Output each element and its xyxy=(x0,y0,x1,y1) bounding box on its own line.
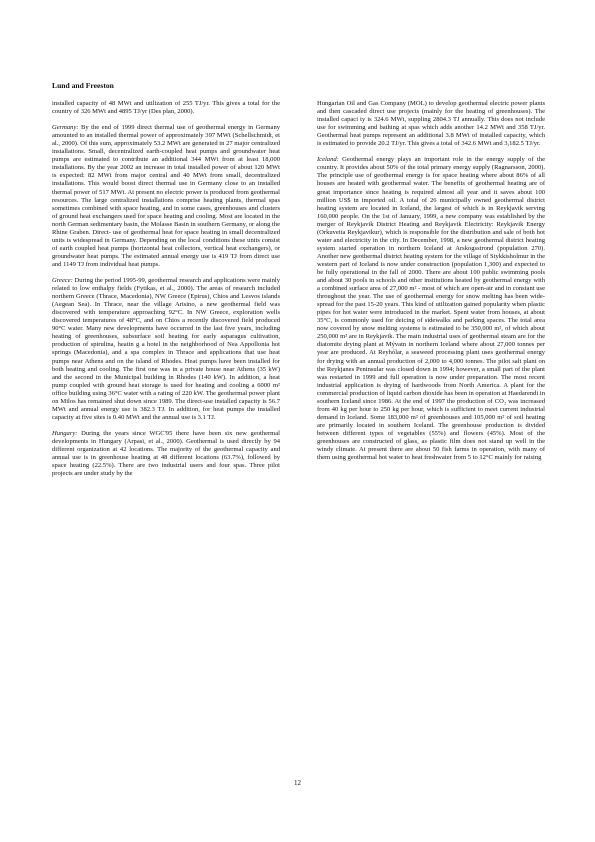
paragraph-hungary-cont: Hungarian Oil and Gas Company (MOL) to develop geothermal electric power plants and then cascaded direct use projects (mainly for the heating of greenhouses). The installed capaci ty is 324.6 MWt, suppling 2804.3 TJ annually. This does not include use for swimming and bathing at spas which adds another 14.2 MWt and 358 TJ/yr. Geothermal heat pumps represent an additional 3.8 MWt of installed capacity, which is estimated to provide 20.2 TJ/yr. This gives a total of 342.6 MWt and 3,182.5 TJ/yr. xyxy=(317,100,545,148)
heading-germany: Germany: xyxy=(52,124,79,132)
paragraph-hungary: Hungary: During the years since WGC'95 there have been six new geothermal developments in Hungary (Arpasi, et al., 2000). Geothermal is used directly by 94 different organization at 42 locations. The majority of the geothermal capacity and annual use is in greenhouse heating at 48 different locations (63.7%), followed by space heating (22.5%). There are two industrial users and four spas. Three pilot projects are under study by the xyxy=(52,429,280,478)
right-column xyxy=(317,100,545,470)
paragraph-germany: Germany: By the end of 1999 direct thermal use of geothermal energy in Germany amounted to an installed thermal power of approximately 397 MWt (Schellschmidt, et al., 2000). Of this sum, approximately 53.2 MWt are generated in 27 major centralized installations. Small, decentralized earth-coupled heat pumps and groundwater heat pumps are estimated to contribute an additional 344 MWt from at least 18,000 installations. By the year 2002 an increase in total installed power of about 120 MWt is expected: 82 MWt from major central and 40 MWt from small, decentralized installations. This would boost direct thermal use in Germany close to an installed thermal power of 517 MWt. At present no electric power is produced from geothermal resources. The large centralized installations comprise heating plants, thermal spas sometimes combined with space heating, and in some cases, greenhouses and clusters of ground heat exchangers used for space heating and cooling. Most are located in the north German sedimentary basin, the Molasse Basin in southern Germany, or along the Rhine Graben. Direct- use of geothermal heat for space heating in small decentralized units is widespread in Germany. Depending on the local conditions these units consist of earth coupled heat pumps (horizontal heat collectors, vertical heat exchangers), or groundwater heat pumps. The estimated annual energy use is 419 TJ from direct use and 1149 TJ from individual heat pumps. xyxy=(52,124,280,268)
heading-greece: Greece: xyxy=(52,277,73,285)
paragraph-netherlands-end: installed capacity of 48 MWt and utilization of 255 TJ/yr. This gives a total for the country of 326 MWt and 4895 TJ/yr (Des plan, 2000). xyxy=(52,100,280,116)
heading-hungary: Hungary: xyxy=(52,429,78,437)
heading-iceland: Iceland: xyxy=(317,156,339,164)
running-header: Lund and Freeston xyxy=(52,81,114,90)
left-column xyxy=(52,100,280,486)
page-number: 12 xyxy=(294,779,301,787)
paragraph-greece: Greece: During the period 1995-99, geothermal research and applications were mainly related to low enthalpy fields (Fytikas, et al., 2000). The areas of research included northern Greece (Thrace, Macedonia), NW Greece (Epirus), Chios and Lesvos islands (Aegean Sea). In Thrace, near the village Arisino, a new geothermal field was discovered with temperature approaching 92°C. In NW Greece, exploration wells discovered temperatures of 48°C, and on Chios a recently discovered field produced 90°C water. Many new developments have occurred in the last five years, including heating of greenhouses, subsurface soil heating for early asparagus cultivation, production of spirulina, heatin g a hotel in the neighborhood of Nea Appollonia hot springs (Macedonia), and a spa complex in Thrace and applications that use heat pumps near Athens and on the island of Rhodes. Heat pumps have been installed for both heating and cooling. The first one was in a private house near Athens (35 kW) and the second in the Municipal building in Rhodes (140 kW). In addition, a heat pump coupled with ground heat storage is used for heating and cooling a 6000 m² office building using 36°C water with a rating of 220 kW. The geothermal power plant on Milos has remained shut down since 1989. The direct-use installed capacity is 56.7 MWt and annual energy use is 382.3 TJ. In addition, for heat pumps the installed capacity at five sites is 0.40 MWt and the annual use is 3.1 TJ. xyxy=(52,277,280,421)
paragraph-iceland: Iceland: Geothermal energy plays an important role in the energy supply of the country. It provides about 50% of the total primary energy supply (Ragnarsson, 2000). The principle use of geothermal energy is for space heating where about 86% of all houses are heated with geothermal water. The benefits of geothermal heating are of great importance since heating is required almost all year and it saves about 100 million US$ in imported oil. A total of 26 municipally owned geothermal district heating system are located in Iceland, the largest of which is in Reykjavik serving 160,000 people. On the 1st of January, 1999, a new company was established by the merger of Reykjavik District Heating and Reykjavik Electricity: Reykjavik Energy (Orkuveita Reykjavikur), which is responsible for the distribution and sale of both hot water and electricity in the city. In December, 1998, a new geothermal district heating system started operation in northern Iceland at Arskogsstrond (population 270). Another new geothermal district heating system for the village of Stykkisholmur in the western part of Iceland is now under construction (population 1,300) and expected to be fully operational in the fall of 2000. There are about 100 public swimming pools and about 30 pools in schools and other institutions heated by geothermal energy with a combined surface area of 27,000 m² - most of which are open-air and in constant use throughout the year. The use of geothermal energy for snow melting has been wide-spread for the past 15-20 years. This kind of utilization gained popularity when plastic pipes for hot water were introduced in the market. Spent water from houses, at about 35°C, is commonly used for deicing of sidewalks and parking spaces. The total area now covered by snow melting systems is estimated to be 350,000 m², of which about 250,000 m² are in Reykjavik. The main industrial uses of geothermal steam are for the diatomite drying plant at Mývatn in northern Iceland where about 27,000 tonnes per year are produced. At Reyhólar, a seaweed processing plant uses geothermal energy for drying with an annual production of 2,000 to 4,000 tonnes. The pilot salt plant on the Reykjanes Peninsular was closed down in 1994; however, a small part of the plant was restarted in 1999 and full operation is now under preparation. The most recent industrial application is drying of hardwoods from North America. A plant for the commercial production of liquid carbon dioxide has been in operation at Haedarendi in southern Iceland since 1986. At the end of 1997 the production of CO₂ was increased from 40 kg per hour to 250 kg per hour, which is sufficient to meet current industrial demand in Iceland. Some 183,000 m² of greenhouses and 105,000 m² of soil heating are primarily located in southern Iceland. The greenhouse production is divided between different types of vegetables (55%) and flowers (45%). Most of the greenhouses are constructed of glass, as plastic film does not stand up well in the windy climate. At present there are about 50 fish farms in operation, with many of them using geothermal hot water to heat freshwater from 5 to 12°C mainly for raising xyxy=(317,156,545,462)
